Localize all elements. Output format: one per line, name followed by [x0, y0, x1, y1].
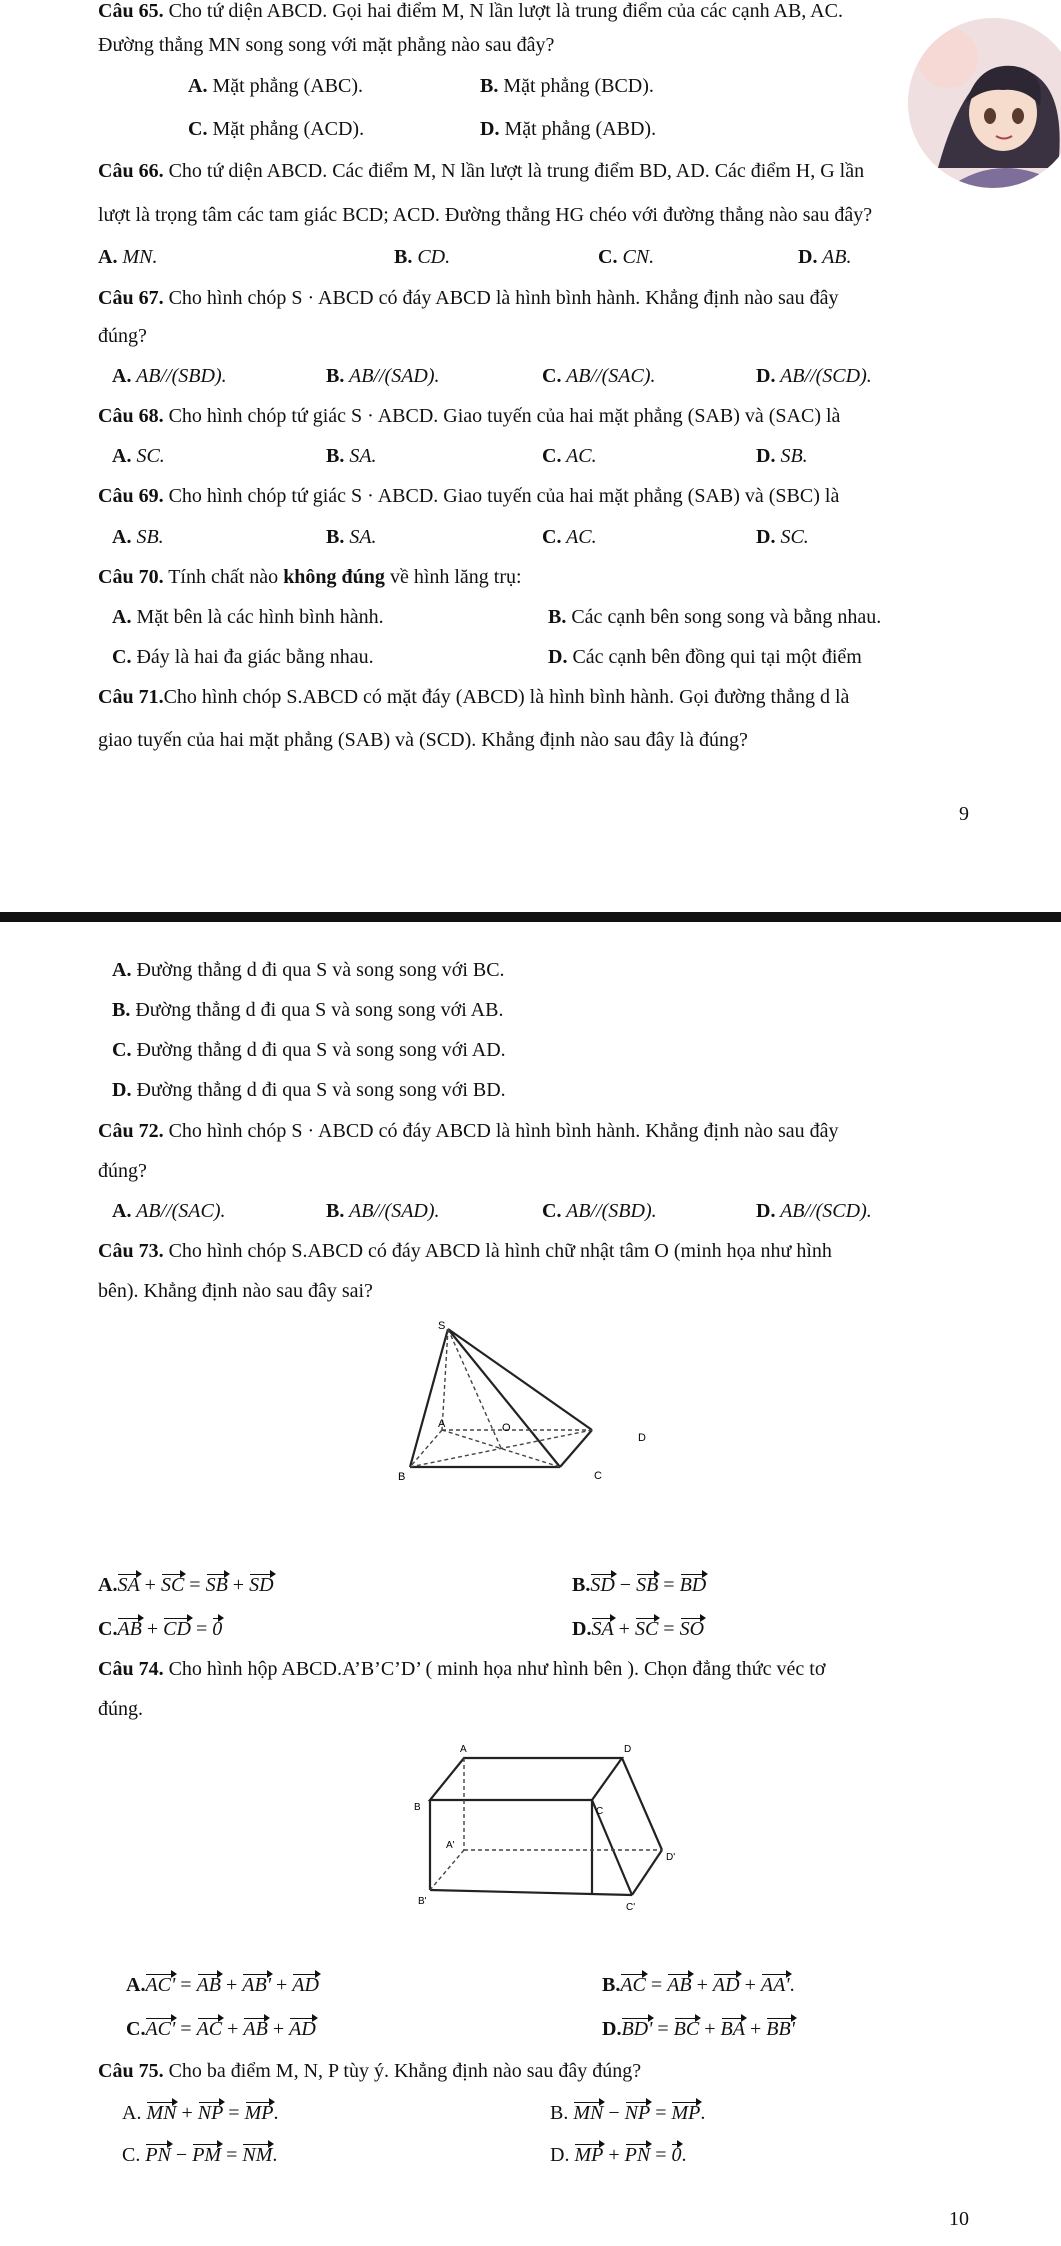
fig73-label-a: A — [438, 1418, 446, 1430]
fig73-label-c: C — [594, 1470, 602, 1482]
page-9 — [0, 0, 1061, 910]
page-10 — [0, 932, 1061, 2246]
fig74-label-d: D — [624, 1744, 632, 1755]
page-number: 10 — [949, 2208, 969, 2230]
q65-option-d[interactable]: D. Mặt phẳng (ABD). — [480, 118, 657, 140]
fig73-label-o: O — [502, 1422, 511, 1434]
q65-option-a[interactable]: A. Mặt phẳng (ABC). — [188, 75, 363, 97]
question-65-line2: Đường thẳng MN song song với mặt phẳng nào sau đây? — [98, 34, 555, 56]
fig74-label-a: A — [460, 1744, 467, 1755]
question-66: Câu 66. Cho tứ diện ABCD. Các điểm M, N lần lượt là trung điểm BD, AD. Các điểm H, G lần — [98, 160, 865, 182]
pyramid-figure — [380, 1317, 680, 1507]
q70-option-a[interactable]: A. Mặt bên là các hình bình hành. — [112, 606, 384, 628]
question-69: Câu 69. Cho hình chóp tứ giác S · ABCD. Giao tuyến của hai mặt phẳng (SAB) và (SBC) là — [98, 485, 840, 507]
fig73-label-b: B — [398, 1471, 406, 1483]
q66-option-c[interactable]: C. CN. — [598, 246, 655, 268]
question-67-line2: đúng? — [98, 325, 147, 347]
question-71-line2: giao tuyến của hai mặt phẳng (SAB) và (SCD). Khẳng định nào sau đây là đúng? — [98, 729, 748, 751]
q66-option-b[interactable]: B. CD. — [394, 246, 451, 268]
q71-option-c[interactable]: C. Đường thẳng d đi qua S và song song với AD. — [112, 1039, 506, 1061]
q68-option-a[interactable]: A. SC. — [112, 445, 165, 467]
q69-option-d[interactable]: D. SC. — [756, 526, 809, 548]
q67-option-c[interactable]: C. AB//(SAC). — [542, 365, 656, 387]
fig74-label-b1: B' — [418, 1896, 427, 1907]
q68-option-c[interactable]: C. AC. — [542, 445, 597, 467]
fig73-label-d: D — [638, 1432, 646, 1444]
q65-option-b[interactable]: B. Mặt phẳng (BCD). — [480, 75, 654, 97]
q72-option-a[interactable]: A. AB//(SAC). — [112, 1200, 226, 1222]
fig73-label-s: S — [438, 1320, 446, 1332]
parallelepiped-figure — [400, 1740, 700, 1940]
q73-option-c[interactable]: C.AB + CD = 0 — [98, 1618, 223, 1640]
q71-option-d[interactable]: D. Đường thẳng d đi qua S và song song với BD. — [112, 1079, 506, 1101]
q75-option-b[interactable]: B. MN − NP = MP. — [550, 2102, 706, 2124]
fig74-label-b: B — [414, 1802, 421, 1813]
q67-option-d[interactable]: D. AB//(SCD). — [756, 365, 872, 387]
q68-option-b[interactable]: B. SA. — [326, 445, 377, 467]
fig74-label-a1: A' — [446, 1840, 455, 1851]
q72-option-d[interactable]: D. AB//(SCD). — [756, 1200, 872, 1222]
question-65: Câu 65. Cho tứ diện ABCD. Gọi hai điểm M, N lần lượt là trung điểm của các cạnh AB, AC. — [98, 0, 843, 22]
question-73: Câu 73. Cho hình chóp S.ABCD có đáy ABCD là hình chữ nhật tâm O (minh họa như hình — [98, 1240, 832, 1262]
q73-option-a[interactable]: A.SA + SC = SB + SD — [98, 1574, 274, 1596]
q75-option-a[interactable]: A. MN + NP = MP. — [122, 2102, 279, 2124]
q74-option-b[interactable]: B.AC = AB + AD + AA'. — [602, 1974, 795, 1996]
q65-option-c[interactable]: C. Mặt phẳng (ACD). — [188, 118, 365, 140]
question-70: Câu 70. Tính chất nào không đúng về hình lăng trụ: — [98, 566, 522, 588]
fig74-label-c1: C' — [626, 1902, 636, 1913]
question-74-line2: đúng. — [98, 1698, 143, 1720]
q72-option-c[interactable]: C. AB//(SBD). — [542, 1200, 657, 1222]
page-number: 9 — [959, 803, 969, 825]
q70-option-d[interactable]: D. Các cạnh bên đồng qui tại một điểm — [548, 646, 862, 668]
page-separator — [0, 912, 1061, 922]
q66-option-d[interactable]: D. AB. — [798, 246, 852, 268]
q75-option-c[interactable]: C. PN − PM = NM. — [122, 2144, 278, 2166]
q67-option-a[interactable]: A. AB//(SBD). — [112, 365, 227, 387]
q69-option-b[interactable]: B. SA. — [326, 526, 377, 548]
q74-option-c[interactable]: C.AC' = AC + AB + AD — [126, 2018, 316, 2040]
q66-option-a[interactable]: A. MN. — [98, 246, 158, 268]
q73-option-b[interactable]: B.SD − SB = BD — [572, 1574, 707, 1596]
q68-option-d[interactable]: D. SB. — [756, 445, 808, 467]
q72-option-b[interactable]: B. AB//(SAD). — [326, 1200, 440, 1222]
q74-option-d[interactable]: D.BD' = BC + BA + BB' — [602, 2018, 795, 2040]
q69-option-c[interactable]: C. AC. — [542, 526, 597, 548]
q74-option-a[interactable]: A.AC' = AB + AB' + AD — [126, 1974, 319, 1996]
fig74-label-d1: D' — [666, 1852, 676, 1863]
fig74-label-c: C — [596, 1806, 604, 1817]
question-66-line2: lượt là trọng tâm các tam giác BCD; ACD. Đường thẳng HG chéo với đường thẳng nào sau đây? — [98, 204, 873, 226]
question-74: Câu 74. Cho hình hộp ABCD.A’B’C’D’ ( minh họa như hình bên ). Chọn đẳng thức véc tơ — [98, 1658, 826, 1680]
q70-option-c[interactable]: C. Đáy là hai đa giác bằng nhau. — [112, 646, 374, 668]
q67-option-b[interactable]: B. AB//(SAD). — [326, 365, 440, 387]
q70-option-b[interactable]: B. Các cạnh bên song song và bằng nhau. — [548, 606, 882, 628]
question-68: Câu 68. Cho hình chóp tứ giác S · ABCD. Giao tuyến của hai mặt phẳng (SAB) và (SAC) là — [98, 405, 841, 427]
q69-option-a[interactable]: A. SB. — [112, 526, 164, 548]
q71-option-a[interactable]: A. Đường thẳng d đi qua S và song song với BC. — [112, 959, 505, 981]
q73-option-d[interactable]: D.SA + SC = SO — [572, 1618, 705, 1640]
question-73-line2: bên). Khẳng định nào sau đây sai? — [98, 1280, 373, 1302]
question-75: Câu 75. Cho ba điểm M, N, P tùy ý. Khẳng định nào sau đây đúng? — [98, 2060, 642, 2082]
question-67: Câu 67. Cho hình chóp S · ABCD có đáy ABCD là hình bình hành. Khẳng định nào sau đây — [98, 287, 839, 309]
question-71: Câu 71.Cho hình chóp S.ABCD có mặt đáy (ABCD) là hình bình hành. Gọi đường thẳng d là — [98, 686, 850, 708]
q75-option-d[interactable]: D. MP + PN = 0. — [550, 2144, 687, 2166]
q71-option-b[interactable]: B. Đường thẳng d đi qua S và song song với AB. — [112, 999, 504, 1021]
question-72: Câu 72. Cho hình chóp S · ABCD có đáy ABCD là hình bình hành. Khẳng định nào sau đây — [98, 1120, 839, 1142]
question-72-line2: đúng? — [98, 1160, 147, 1182]
